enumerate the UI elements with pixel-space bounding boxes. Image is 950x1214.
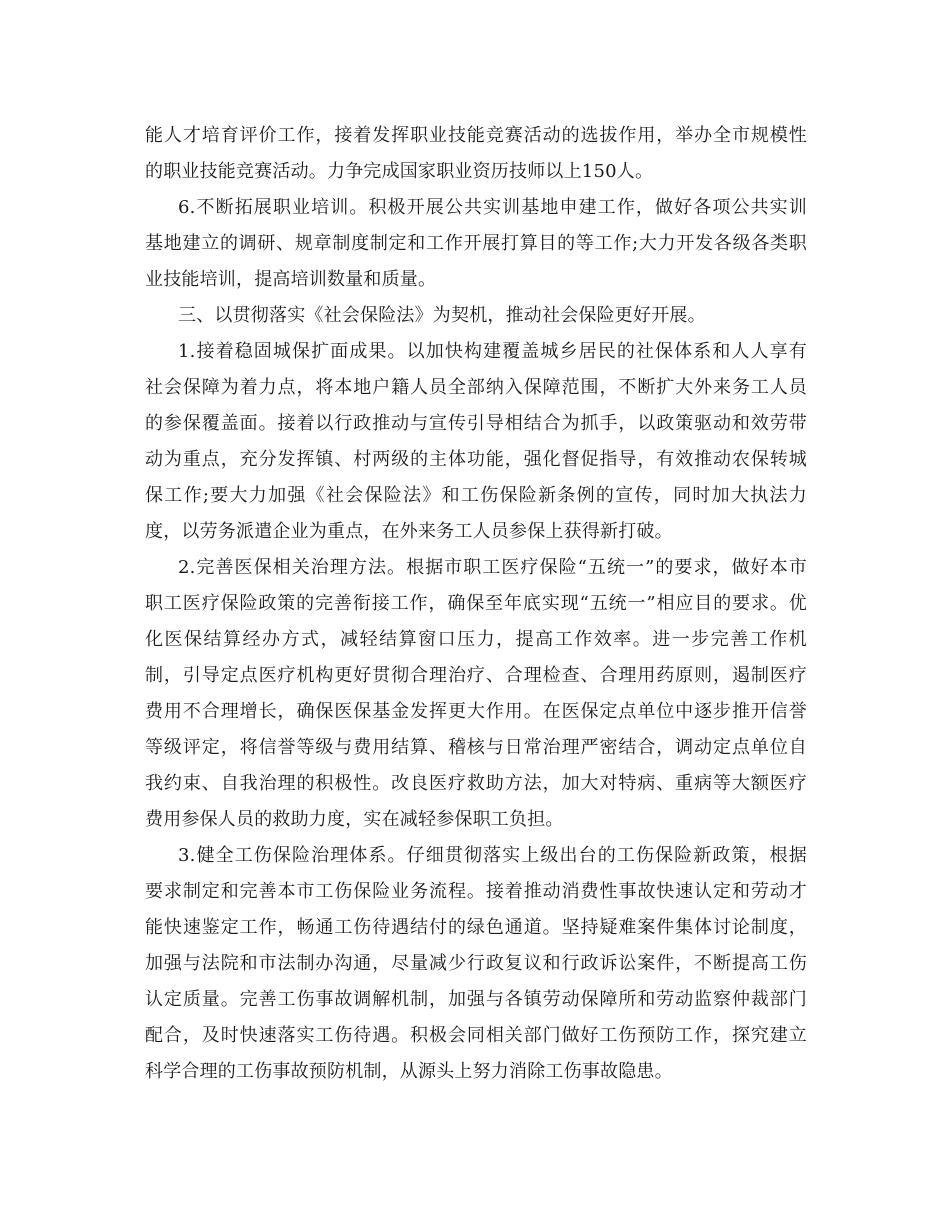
text-line: 社会保障为着力点，将本地户籍人员全部纳入保障范围，不断扩大外来务工人员 xyxy=(145,377,807,398)
text-line: 要求制定和完善本市工伤保险业务流程。接着推动消费性事故快速认定和劳动才 xyxy=(145,881,807,902)
text-line: 3.健全工伤保险治理体系。仔细贯彻落实上级出台的工伤保险新政策，根据 xyxy=(178,845,807,866)
text-line: 保工作;要大力加强《社会保险法》和工伤保险新条例的宣传，同时加大执法力 xyxy=(145,485,807,506)
text-line: 我约束、自我治理的积极性。改良医疗救助方法，加大对特病、重病等大额医疗 xyxy=(145,773,807,794)
text-line: 三、以贯彻落实《社会保险法》为契机，推动社会保险更好开展。 xyxy=(178,305,706,326)
text-line: 科学合理的工伤事故预防机制，从源头上努力消除工伤事故隐患。 xyxy=(145,1061,673,1082)
text-line: 基地建立的调研、规章制度制定和工作开展打算目的等工作;大力开发各级各类职 xyxy=(145,233,807,254)
text-line: 2.完善医保相关治理方法。根据市职工医疗保险“五统一”的要求，做好本市 xyxy=(178,557,807,578)
text-line: 能快速鉴定工作，畅通工伤待遇结付的绿色通道。坚持疑难案件集体讨论制度， xyxy=(145,917,807,938)
text-line: 的参保覆盖面。接着以行政推动与宣传引导相结合为抓手，以政策驱动和效劳带 xyxy=(145,413,807,434)
text-line: 1.接着稳固城保扩面成果。以加快构建覆盖城乡居民的社保体系和人人享有 xyxy=(178,341,807,362)
text-line: 配合，及时快速落实工伤待遇。积极会同相关部门做好工伤预防工作，探究建立 xyxy=(145,1025,807,1046)
text-line: 动为重点，充分发挥镇、村两级的主体功能，强化督促指导，有效推动农保转城 xyxy=(145,449,807,470)
text-line: 费用参保人员的救助力度，实在减轻参保职工负担。 xyxy=(145,809,564,830)
text-line: 业技能培训，提高培训数量和质量。 xyxy=(145,269,437,290)
text-line: 等级评定，将信誉等级与费用结算、稽核与日常治理严密结合，调动定点单位自 xyxy=(145,737,807,758)
text-line: 能人才培育评价工作，接着发挥职业技能竞赛活动的选拔作用，举办全市规模性 xyxy=(145,125,807,146)
text-line: 制，引导定点医疗机构更好贯彻合理治疗、合理检查、合理用药原则，遏制医疗 xyxy=(145,665,807,686)
text-line: 度，以劳务派遣企业为重点，在外来务工人员参保上获得新打破。 xyxy=(145,521,673,542)
text-line: 6.不断拓展职业培训。积极开展公共实训基地申建工作，做好各项公共实训 xyxy=(178,197,807,218)
text-line: 的职业技能竞赛活动。力争完成国家职业资历技师以上150人。 xyxy=(145,161,654,182)
document-body xyxy=(145,118,807,1090)
text-line: 加强与法院和市法制办沟通，尽量减少行政复议和行政诉讼案件，不断提高工伤 xyxy=(145,953,807,974)
text-line: 认定质量。完善工伤事故调解机制，加强与各镇劳动保障所和劳动监察仲裁部门 xyxy=(145,989,807,1010)
text-line: 化医保结算经办方式，减轻结算窗口压力，提高工作效率。进一步完善工作机 xyxy=(145,629,807,650)
text-line: 费用不合理增长，确保医保基金发挥更大作用。在医保定点单位中逐步推开信誉 xyxy=(145,701,807,722)
text-line: 职工医疗保险政策的完善衔接工作，确保至年底实现“五统一”相应目的要求。优 xyxy=(145,593,807,614)
